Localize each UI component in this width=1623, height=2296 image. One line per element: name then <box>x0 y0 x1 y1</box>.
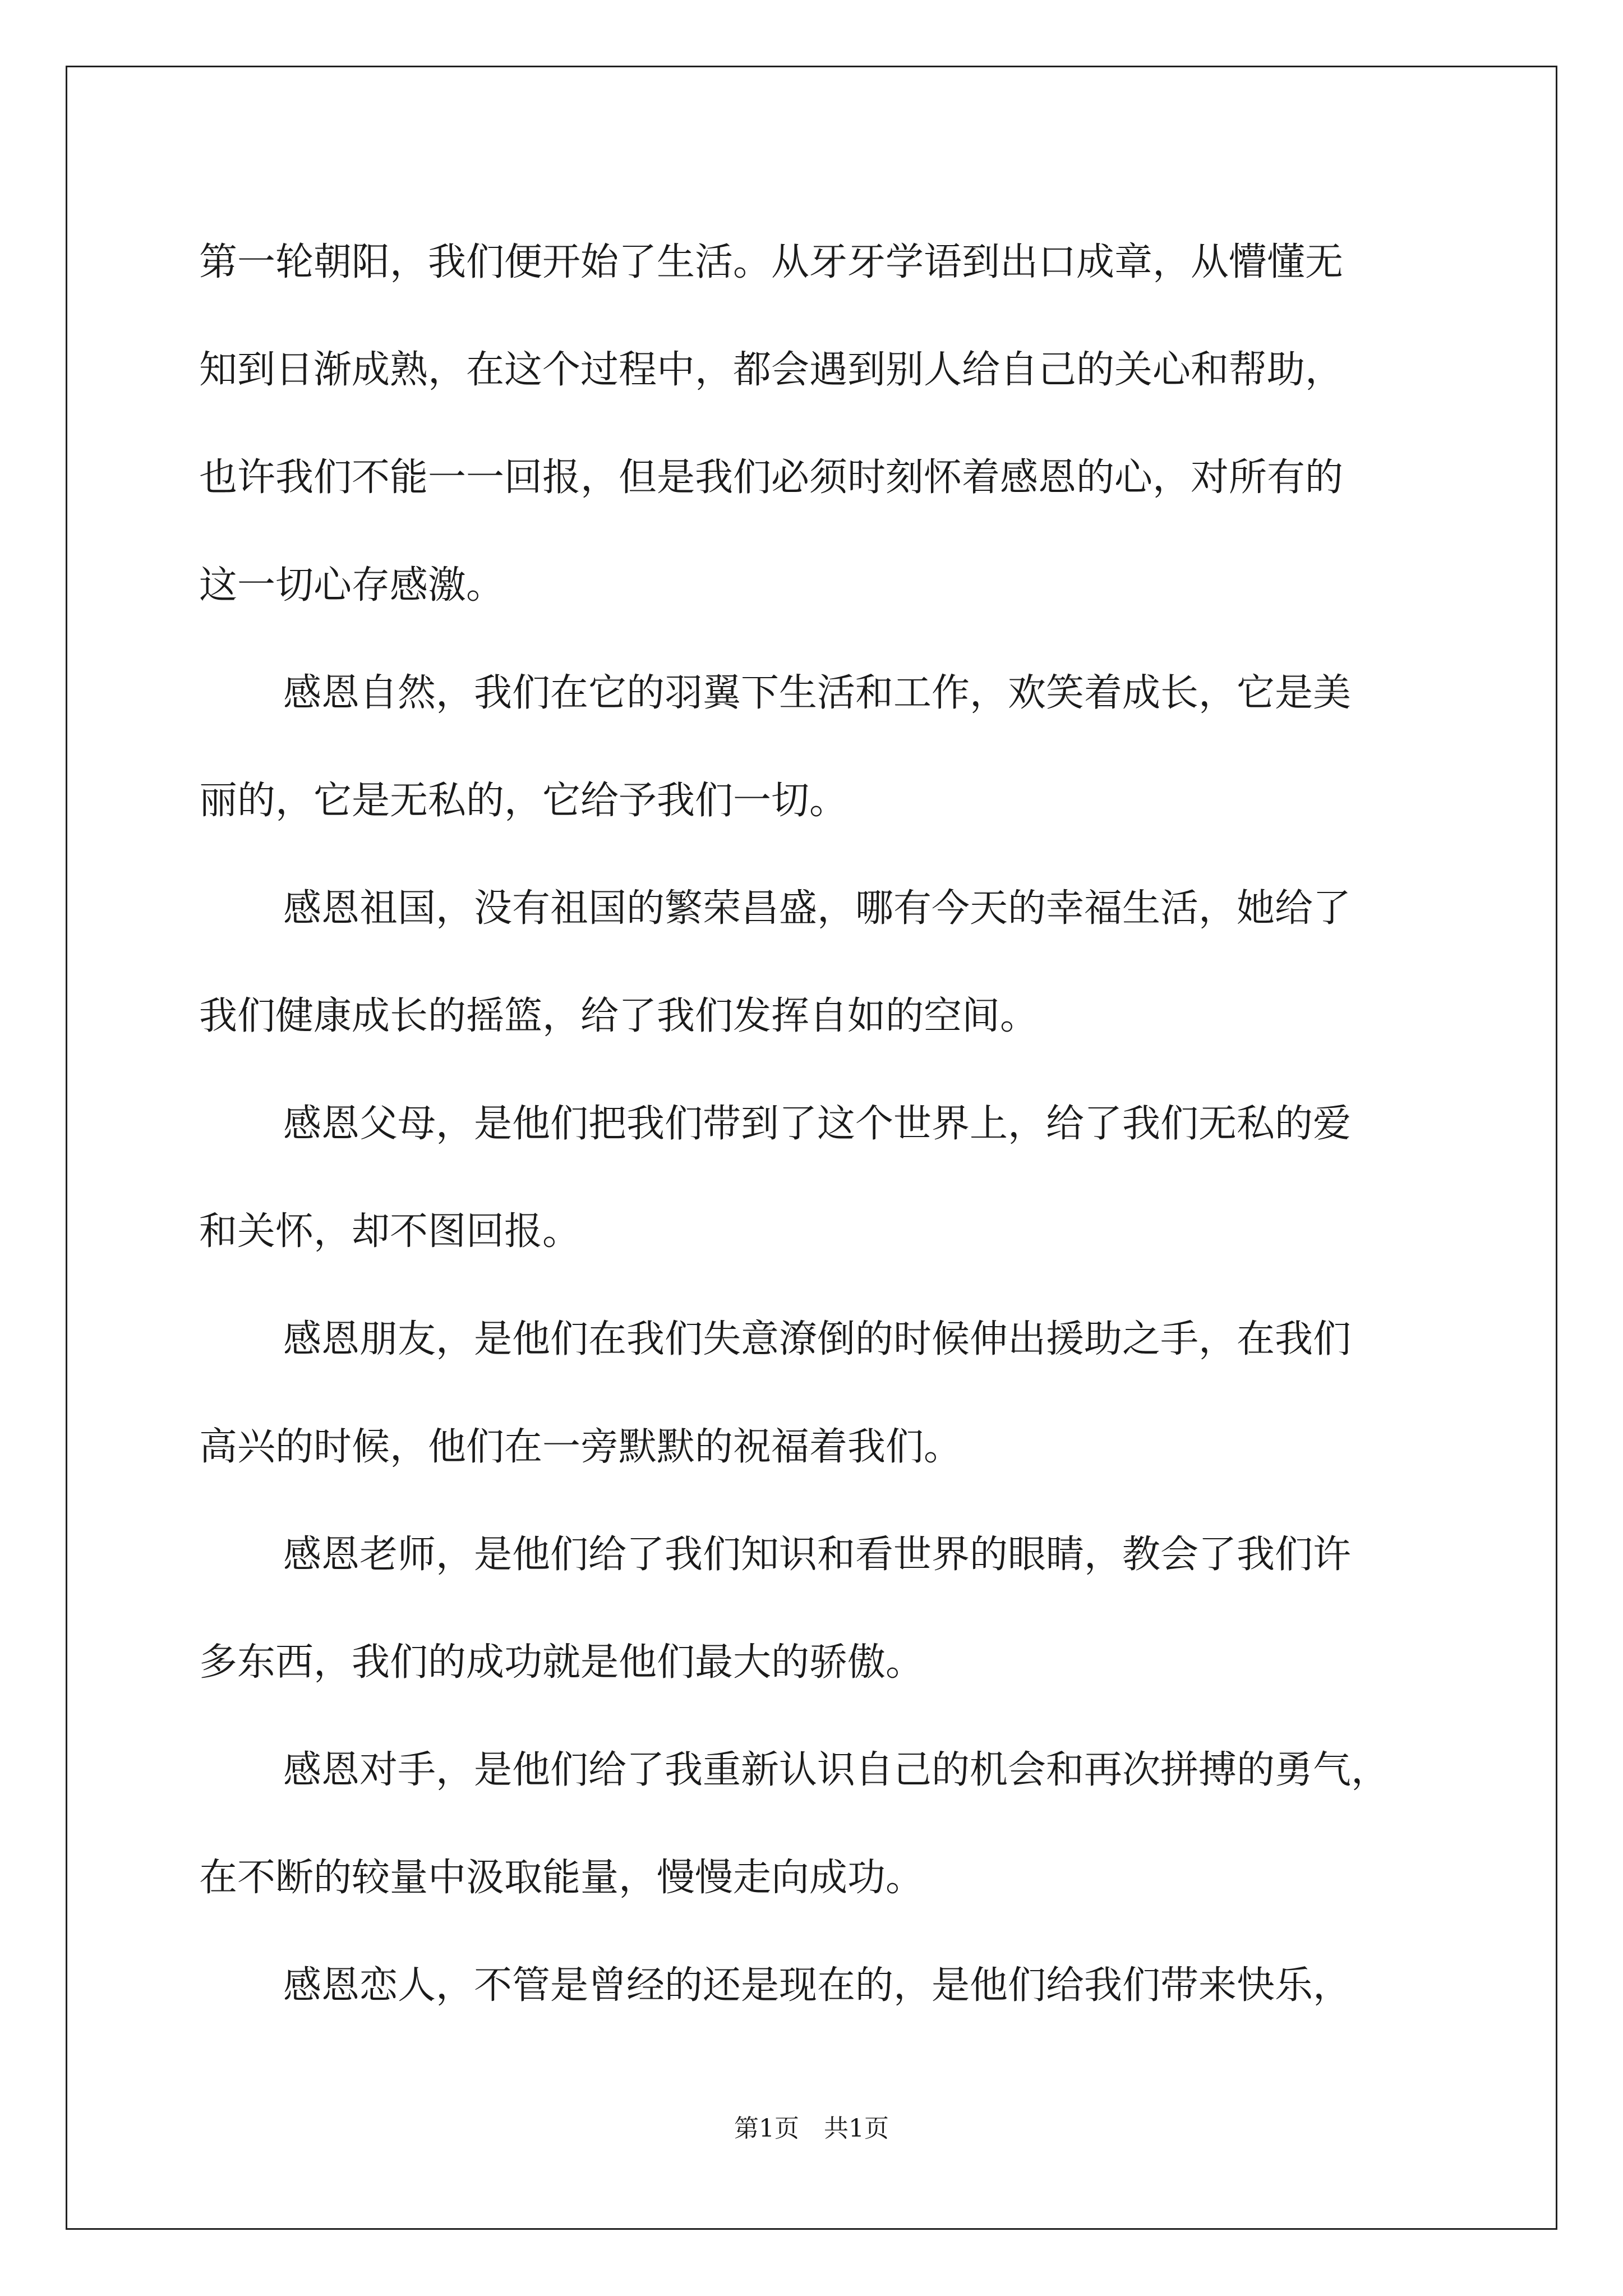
text-line: 感恩老师，是他们给了我们知识和看世界的眼睛，教会了我们许 <box>283 1533 1352 1577</box>
text-line: 感恩朋友，是他们在我们失意潦倒的时候伸出援助之手，在我们 <box>283 1317 1352 1361</box>
text-line: 也许我们不能一一回报，但是我们必须时刻怀着感恩的心，对所有的 <box>199 455 1344 500</box>
text-line: 这一切心存感激。 <box>199 563 505 608</box>
document-body <box>199 209 1433 2040</box>
text-line: 丽的，它是无私的，它给予我们一切。 <box>199 779 848 823</box>
text-line: 和关怀，却不图回报。 <box>199 1209 581 1254</box>
text-line: 高兴的时候，他们在一旁默默的祝福着我们。 <box>199 1425 962 1469</box>
text-line: 感恩祖国，没有祖国的繁荣昌盛，哪有今天的幸福生活，她给了 <box>283 886 1352 931</box>
text-line: 感恩自然，我们在它的羽翼下生活和工作，欢笑着成长，它是美 <box>283 671 1352 715</box>
text-line: 感恩父母，是他们把我们带到了这个世界上，给了我们无私的爱 <box>283 1102 1352 1146</box>
text-line: 在不断的较量中汲取能量，慢慢走向成功。 <box>199 1856 924 1900</box>
text-line: 我们健康成长的摇篮，给了我们发挥自如的空间。 <box>199 994 1039 1038</box>
text-line: 感恩恋人，不管是曾经的还是现在的，是他们给我们带来快乐， <box>283 1963 1352 2008</box>
text-line: 多东西，我们的成功就是他们最大的骄傲。 <box>199 1640 924 1685</box>
page-footer: 第1页 共1页 <box>734 2114 889 2143</box>
text-line: 感恩对手，是他们给了我重新认识自己的机会和再次拼搏的勇气， <box>283 1748 1390 1792</box>
text-line: 第一轮朝阳，我们便开始了生活。从牙牙学语到出口成章，从懵懂无 <box>199 240 1344 284</box>
text-line: 知到日渐成熟，在这个过程中，都会遇到别人给自己的关心和帮助， <box>199 348 1344 392</box>
